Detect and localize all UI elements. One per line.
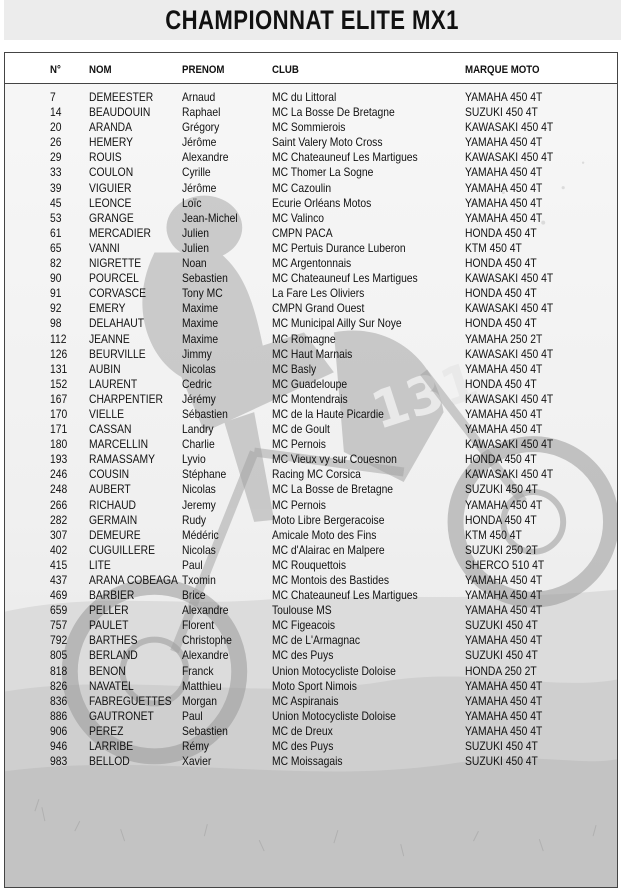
table-row [5, 543, 617, 558]
rider-nom: LAURENT [89, 376, 138, 391]
rider-number: 91 [50, 286, 62, 301]
rider-nom: NIGRETTE [89, 256, 142, 271]
rider-prenom: Sebastien [182, 723, 228, 738]
rider-nom: JEANNE [89, 331, 130, 346]
rider-number: 193 [50, 452, 68, 467]
rider-nom: GAUTRONET [89, 708, 154, 723]
rider-marque: KAWASAKI 450 4T [465, 271, 554, 286]
rider-club: MC de L'Armagnac [272, 633, 361, 648]
rider-marque: YAMAHA 450 4T [465, 180, 543, 195]
rider-club: MC Municipal Ailly Sur Noye [272, 316, 402, 331]
rider-number: 65 [50, 240, 62, 255]
rider-number: 33 [50, 165, 62, 180]
rider-nom: BELLOD [89, 754, 130, 769]
table-row [5, 241, 617, 256]
table-body [5, 90, 617, 769]
rider-marque: HONDA 250 2T [465, 663, 537, 678]
rider-nom: MERCADIER [89, 225, 151, 240]
rider-club: Union Motocycliste Doloise [272, 708, 396, 723]
rider-club: MC Vieux vy sur Couesnon [272, 452, 397, 467]
rider-club: Moto Sport Nimois [272, 678, 357, 693]
table-row [5, 407, 617, 422]
rider-prenom: Arnaud [182, 90, 216, 104]
rider-number: 39 [50, 180, 62, 195]
table-row [5, 618, 617, 633]
rider-nom: GRANGE [89, 210, 134, 225]
rider-prenom: Morgan [182, 693, 217, 708]
rider-club: MC des Puys [272, 648, 334, 663]
rider-number: 98 [50, 316, 62, 331]
rider-prenom: Médéric [182, 527, 219, 542]
rider-nom: BERLAND [89, 648, 138, 663]
table-row [5, 226, 617, 241]
rider-nom: RICHAUD [89, 497, 137, 512]
rider-number: 90 [50, 271, 62, 286]
rider-club: MC des Puys [272, 739, 334, 754]
header-prenom: PRENOM [182, 64, 225, 76]
rider-number: 906 [50, 723, 68, 738]
rider-marque: HONDA 450 4T [465, 512, 537, 527]
rider-marque: KAWASAKI 450 4T [465, 391, 554, 406]
rider-prenom: Nicolas [182, 482, 216, 497]
table-row [5, 648, 617, 663]
rider-marque: KAWASAKI 450 4T [465, 150, 554, 165]
rider-nom: PAULET [89, 618, 129, 633]
rider-prenom: Alexandre [182, 603, 229, 618]
rider-marque: SUZUKI 450 4T [465, 482, 538, 497]
rider-club: MC Chateauneuf Les Martigues [272, 271, 418, 286]
rider-prenom: Maxime [182, 331, 219, 346]
rider-prenom: Sébastien [182, 406, 228, 421]
rider-prenom: Charlie [182, 437, 215, 452]
rider-nom: GERMAIN [89, 512, 138, 527]
rider-number: 307 [50, 527, 68, 542]
rider-marque: KAWASAKI 450 4T [465, 467, 554, 482]
rider-prenom: Matthieu [182, 678, 222, 693]
rider-nom: VANNI [89, 240, 120, 255]
table-row [5, 482, 617, 497]
rider-nom: VIELLE [89, 406, 125, 421]
rider-number: 983 [50, 754, 68, 769]
header-marque: MARQUE MOTO [465, 64, 540, 76]
table-row [5, 90, 617, 105]
rider-prenom: Cyrille [182, 165, 211, 180]
table-row [5, 694, 617, 709]
table-row [5, 603, 617, 618]
rider-prenom: Christophe [182, 633, 232, 648]
rider-nom: ROUIS [89, 150, 122, 165]
rider-marque: SUZUKI 450 4T [465, 105, 538, 120]
table-row [5, 165, 617, 180]
rider-prenom: Landry [182, 422, 214, 437]
rider-nom: PEREZ [89, 723, 124, 738]
rider-number: 437 [50, 573, 68, 587]
rider-prenom: Txomin [182, 573, 216, 587]
rider-nom: LEONCE [89, 195, 132, 210]
rider-prenom: Jean-Michel [182, 210, 238, 225]
rider-marque: SUZUKI 450 4T [465, 754, 538, 769]
rider-prenom: Stéphane [182, 467, 227, 482]
rider-nom: AUBERT [89, 482, 131, 497]
table-row [5, 422, 617, 437]
rider-nom: LARRIBE [89, 739, 134, 754]
rider-number: 246 [50, 467, 68, 482]
rider-nom: VIGUIER [89, 180, 132, 195]
table-row [5, 498, 617, 513]
rider-prenom: Nicolas [182, 361, 216, 376]
rider-prenom: Maxime [182, 301, 219, 316]
table-row [5, 135, 617, 150]
rider-club: MC La Bosse De Bretagne [272, 105, 395, 120]
rider-marque: YAMAHA 450 4T [465, 135, 543, 150]
rider-club: Union Motocycliste Doloise [272, 663, 396, 678]
table-row [5, 467, 617, 482]
table-row [5, 286, 617, 301]
rider-club: MC Thomer La Sogne [272, 165, 374, 180]
rider-number: 7 [50, 90, 56, 104]
rider-prenom: Jimmy [182, 346, 212, 361]
rider-marque: SUZUKI 450 4T [465, 618, 538, 633]
table-row [5, 392, 617, 407]
rider-nom: BARBIER [89, 588, 135, 603]
rider-number: 792 [50, 633, 68, 648]
rider-club: MC La Bosse de Bretagne [272, 482, 394, 497]
rider-number: 170 [50, 406, 68, 421]
rider-nom: COULON [89, 165, 134, 180]
rider-prenom: Jérôme [182, 180, 217, 195]
header-nom: NOM [89, 64, 112, 76]
rider-nom: ARANDA [89, 120, 133, 135]
table-row [5, 709, 617, 724]
rider-number: 61 [50, 225, 62, 240]
rider-club: MC de Dreux [272, 723, 333, 738]
title-bar [4, 0, 621, 40]
rider-nom: PELLER [89, 603, 129, 618]
rider-number: 14 [50, 105, 62, 120]
rider-nom: BENON [89, 663, 126, 678]
rider-nom: RAMASSAMY [89, 452, 155, 467]
table-row [5, 573, 617, 588]
table-row [5, 739, 617, 754]
rider-marque: KAWASAKI 450 4T [465, 301, 554, 316]
rider-club: MC de la Haute Picardie [272, 406, 384, 421]
rider-marque: KAWASAKI 450 4T [465, 120, 554, 135]
table-row [5, 120, 617, 135]
rider-prenom: Paul [182, 557, 203, 572]
rider-club: Amicale Moto des Fins [272, 527, 377, 542]
rider-club: MC Romagne [272, 331, 336, 346]
rider-club: MC Sommierois [272, 120, 346, 135]
rider-prenom: Alexandre [182, 648, 229, 663]
rider-club: MC Rouquettois [272, 557, 347, 572]
rider-nom: FABREGUETTES [89, 693, 172, 708]
rider-club: Saint Valery Moto Cross [272, 135, 383, 150]
table-row [5, 528, 617, 543]
rider-marque: SUZUKI 450 4T [465, 739, 538, 754]
rider-prenom: Xavier [182, 754, 212, 769]
rider-nom: HEMERY [89, 135, 133, 150]
rider-number: 469 [50, 588, 68, 603]
rider-marque: SUZUKI 450 4T [465, 648, 538, 663]
rider-number: 167 [50, 391, 68, 406]
rider-marque: YAMAHA 450 4T [465, 406, 543, 421]
rider-nom: CHARPENTIER [89, 391, 163, 406]
rider-nom: DELAHAUT [89, 316, 145, 331]
rider-club: MC d'Alairac en Malpere [272, 542, 385, 557]
table-row [5, 196, 617, 211]
table-row [5, 181, 617, 196]
rider-number: 659 [50, 603, 68, 618]
rider-club: Moto Libre Bergeracoise [272, 512, 385, 527]
rider-number: 82 [50, 256, 62, 271]
rider-prenom: Rudy [182, 512, 207, 527]
rider-club: MC Figeacois [272, 618, 336, 633]
rider-nom: MARCELLIN [89, 437, 149, 452]
rider-marque: YAMAHA 450 4T [465, 633, 543, 648]
rider-marque: YAMAHA 450 4T [465, 165, 543, 180]
rider-number: 92 [50, 301, 62, 316]
rider-club: MC Cazoulin [272, 180, 332, 195]
rider-club: MC Moissagais [272, 754, 343, 769]
rider-nom: CUGUILLERE [89, 542, 155, 557]
rider-number: 26 [50, 135, 62, 150]
page-title: CHAMPIONNAT ELITE MX1 [165, 4, 460, 35]
table-row [5, 347, 617, 362]
rider-marque: YAMAHA 450 4T [465, 195, 543, 210]
rider-club: MC Valinco [272, 210, 325, 225]
rider-nom: CORVASCE [89, 286, 146, 301]
rider-number: 53 [50, 210, 62, 225]
rider-prenom: Julien [182, 225, 209, 240]
rider-number: 282 [50, 512, 68, 527]
rider-number: 415 [50, 557, 68, 572]
table-row [5, 452, 617, 467]
rider-number: 126 [50, 346, 68, 361]
rider-number: 266 [50, 497, 68, 512]
rider-marque: YAMAHA 450 4T [465, 210, 543, 225]
rider-nom: DEMEURE [89, 527, 141, 542]
rider-number: 946 [50, 739, 68, 754]
table-header [5, 53, 617, 84]
table-row [5, 437, 617, 452]
rider-prenom: Florent [182, 618, 215, 633]
table-row [5, 271, 617, 286]
rider-club: MC Basly [272, 361, 317, 376]
table-row [5, 332, 617, 347]
table-row [5, 588, 617, 603]
rider-marque: YAMAHA 450 4T [465, 723, 543, 738]
svg-text:131: 131 [364, 351, 486, 442]
rider-number: 826 [50, 678, 68, 693]
rider-nom: LITE [89, 557, 111, 572]
rider-prenom: Raphael [182, 105, 221, 120]
rider-marque: YAMAHA 450 4T [465, 422, 543, 437]
header-club: CLUB [272, 64, 299, 76]
rider-prenom: Tony MC [182, 286, 223, 301]
table-row [5, 377, 617, 392]
rider-club: MC Aspiranais [272, 693, 339, 708]
rider-marque: HONDA 450 4T [465, 286, 537, 301]
rider-prenom: Noan [182, 256, 207, 271]
table-row [5, 256, 617, 271]
rider-nom: AUBIN [89, 361, 121, 376]
table-row [5, 633, 617, 648]
rider-nom: DEMEESTER [89, 90, 154, 104]
rider-marque: YAMAHA 450 4T [465, 497, 543, 512]
rider-club: MC Argentonnais [272, 256, 352, 271]
table-row [5, 105, 617, 120]
rider-marque: KAWASAKI 450 4T [465, 346, 554, 361]
rider-nom: BEURVILLE [89, 346, 146, 361]
rider-marque: YAMAHA 450 4T [465, 693, 543, 708]
rider-club: MC de Goult [272, 422, 330, 437]
rider-club: MC du Littoral [272, 90, 337, 104]
rider-marque: KTM 450 4T [465, 527, 522, 542]
rider-prenom: Jérémy [182, 391, 216, 406]
rider-club: MC Pernois [272, 497, 326, 512]
rider-marque: KAWASAKI 450 4T [465, 437, 554, 452]
rider-club: CMPN Grand Ouest [272, 301, 365, 316]
rider-marque: SUZUKI 250 2T [465, 542, 538, 557]
rider-number: 131 [50, 361, 68, 376]
rider-marque: YAMAHA 250 2T [465, 331, 543, 346]
rider-club: CMPN PACA [272, 225, 333, 240]
rider-marque: KTM 450 4T [465, 240, 522, 255]
header-num: N° [50, 64, 61, 76]
rider-marque: HONDA 450 4T [465, 376, 537, 391]
rider-club: MC Haut Marnais [272, 346, 353, 361]
rider-number: 152 [50, 376, 68, 391]
rider-marque: HONDA 450 4T [465, 256, 537, 271]
rider-marque: YAMAHA 450 4T [465, 573, 543, 587]
rider-number: 180 [50, 437, 68, 452]
rider-prenom: Alexandre [182, 150, 229, 165]
table-row [5, 558, 617, 573]
rider-nom: BARTHES [89, 633, 138, 648]
rider-prenom: Brice [182, 588, 206, 603]
rider-marque: HONDA 450 4T [465, 225, 537, 240]
rider-prenom: Rémy [182, 739, 209, 754]
rider-prenom: Sebastien [182, 271, 228, 286]
rider-nom: COUSIN [89, 467, 130, 482]
rider-number: 836 [50, 693, 68, 708]
table-row [5, 362, 617, 377]
rider-club: MC Chateauneuf Les Martigues [272, 588, 418, 603]
rider-prenom: Jeremy [182, 497, 216, 512]
rider-club: Toulouse MS [272, 603, 332, 618]
rider-marque: HONDA 450 4T [465, 452, 537, 467]
table-row [5, 754, 617, 769]
rider-nom: POURCEL [89, 271, 139, 286]
rider-number: 171 [50, 422, 68, 437]
rider-number: 29 [50, 150, 62, 165]
rider-number: 402 [50, 542, 68, 557]
rider-prenom: Grégory [182, 120, 220, 135]
rider-number: 248 [50, 482, 68, 497]
rider-number: 757 [50, 618, 68, 633]
rider-nom: BEAUDOUIN [89, 105, 151, 120]
riders-table [4, 52, 618, 888]
rider-prenom: Cedric [182, 376, 212, 391]
rider-marque: YAMAHA 450 4T [465, 678, 543, 693]
rider-prenom: Julien [182, 240, 209, 255]
table-row [5, 316, 617, 331]
rider-number: 805 [50, 648, 68, 663]
rider-prenom: Loïc [182, 195, 202, 210]
rider-number: 818 [50, 663, 68, 678]
table-row [5, 211, 617, 226]
rider-marque: SHERCO 510 4T [465, 557, 545, 572]
rider-club: MC Montendrais [272, 391, 348, 406]
table-row [5, 150, 617, 165]
rider-club: MC Montois des Bastides [272, 573, 390, 587]
rider-nom: CASSAN [89, 422, 132, 437]
rider-number: 886 [50, 708, 68, 723]
rider-marque: YAMAHA 450 4T [465, 708, 543, 723]
rider-club: MC Pertuis Durance Luberon [272, 240, 406, 255]
rider-prenom: Franck [182, 663, 214, 678]
rider-number: 112 [50, 331, 67, 346]
rider-prenom: Paul [182, 708, 203, 723]
rider-prenom: Nicolas [182, 542, 216, 557]
rider-club: MC Guadeloupe [272, 376, 348, 391]
rider-club: La Fare Les Oliviers [272, 286, 365, 301]
rider-club: MC Pernois [272, 437, 326, 452]
table-row [5, 679, 617, 694]
rider-marque: YAMAHA 450 4T [465, 603, 543, 618]
rider-club: MC Chateauneuf Les Martigues [272, 150, 418, 165]
rider-prenom: Maxime [182, 316, 219, 331]
rider-marque: YAMAHA 450 4T [465, 361, 543, 376]
rider-club: Racing MC Corsica [272, 467, 361, 482]
table-row [5, 513, 617, 528]
rider-club: Ecurie Orléans Motos [272, 195, 372, 210]
table-row [5, 664, 617, 679]
rider-marque: HONDA 450 4T [465, 316, 537, 331]
rider-marque: YAMAHA 450 4T [465, 588, 543, 603]
rider-nom: EMERY [89, 301, 126, 316]
rider-number: 20 [50, 120, 62, 135]
rider-nom: NAVATEL [89, 678, 134, 693]
rider-marque: YAMAHA 450 4T [465, 90, 543, 104]
table-row [5, 724, 617, 739]
rider-number: 45 [50, 195, 62, 210]
table-row [5, 301, 617, 316]
rider-prenom: Jérôme [182, 135, 217, 150]
rider-nom: ARANA COBEAGA [89, 573, 178, 587]
rider-prenom: Lyvio [182, 452, 206, 467]
